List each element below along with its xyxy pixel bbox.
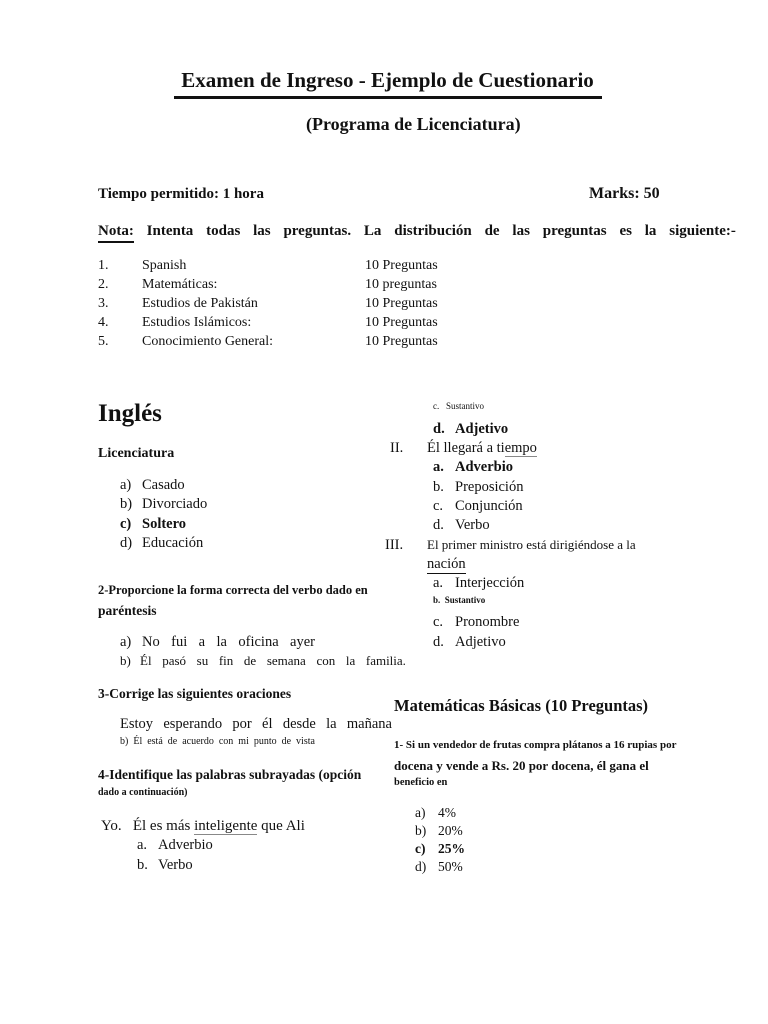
distribution-count: 10 Preguntas <box>365 334 438 349</box>
option-letter: b) <box>415 823 427 838</box>
option-small: b. Sustantivo <box>433 595 486 605</box>
option-letter: a) <box>415 805 426 820</box>
option-letter: c) <box>120 516 132 532</box>
option-text: Adverbio <box>455 459 513 475</box>
q2-option-b <box>140 653 406 669</box>
note-label: Nota: <box>98 223 134 243</box>
word: la <box>345 653 356 668</box>
option-text: Pronombre <box>455 614 520 630</box>
word: semana <box>266 653 306 668</box>
option-letter: a. <box>433 575 444 591</box>
q1-heading: Licenciatura <box>98 446 175 461</box>
roman-numeral: III. <box>385 537 404 553</box>
word: esperando <box>163 716 223 732</box>
option-letter: a. <box>433 459 444 475</box>
option-small: c. Sustantivo <box>433 401 484 411</box>
note-word: Intenta <box>146 223 194 239</box>
note-word: preguntas. <box>283 223 352 239</box>
option-text: Divorciado <box>142 496 208 512</box>
option-letter: d. <box>433 421 445 437</box>
q2-heading-cont: paréntesis <box>98 603 157 618</box>
roman-numeral: II. <box>390 440 404 456</box>
note-word: las <box>253 223 271 239</box>
option-text: Preposición <box>455 479 524 495</box>
note-word: todas <box>206 223 241 239</box>
word: Estoy <box>120 716 154 732</box>
word: la <box>326 716 337 732</box>
option-text: 50% <box>438 859 463 874</box>
distribution-num: 3. <box>98 296 109 311</box>
option-text: 20% <box>438 823 463 838</box>
word: ayer <box>290 634 315 650</box>
distribution-subject: Matemáticas: <box>142 277 218 292</box>
option-text: Adjetivo <box>455 421 509 437</box>
q3-heading: 3-Corrige las siguientes oraciones <box>98 686 292 701</box>
option-text: Conjunción <box>455 498 523 514</box>
note-word: siguiente:- <box>669 223 736 239</box>
note-word: la <box>644 223 657 239</box>
q-ii-sentence <box>427 440 537 457</box>
option-text: Verbo <box>455 517 490 533</box>
option-text: Adjetivo <box>455 634 506 650</box>
distribution-count: 10 Preguntas <box>365 296 438 311</box>
option-text: Adverbio <box>158 837 213 853</box>
distribution-subject: Conocimiento General: <box>142 334 274 349</box>
option-letter: b. <box>433 479 444 495</box>
distribution-count: 10 Preguntas <box>365 258 438 273</box>
option-letter: c) <box>415 841 426 856</box>
word: Él <box>140 653 152 668</box>
q4-sentence <box>101 818 305 835</box>
word: de <box>243 653 257 668</box>
note-line <box>98 223 736 243</box>
q4-heading-cont: dado a continuación) <box>98 787 188 798</box>
sentence-text: que Ali <box>257 818 305 834</box>
option-text: Casado <box>142 477 185 493</box>
distribution-num: 5. <box>98 334 109 349</box>
q2-option-a <box>142 634 315 651</box>
option-text: Educación <box>142 535 204 551</box>
word: fin <box>218 653 234 668</box>
option-letter: b) <box>120 496 133 512</box>
sentence-text: Él llegará a ti <box>427 440 505 456</box>
option-letter: b) <box>120 653 131 668</box>
word: a <box>198 634 206 650</box>
option-letter: b. <box>137 857 148 873</box>
underlined-word: inteligente <box>194 818 258 834</box>
underlined-word: nación <box>427 556 466 572</box>
distribution-count: 10 Preguntas <box>365 315 438 330</box>
note-word: distribución <box>394 223 472 239</box>
option-text: 25% <box>438 841 465 856</box>
option-text: Soltero <box>142 516 187 532</box>
option-letter: d) <box>120 535 133 551</box>
q4-heading: 4-Identifique las palabras subrayadas (opción <box>98 767 362 782</box>
word: por <box>232 716 252 732</box>
distribution-count: 10 preguntas <box>365 277 437 292</box>
word: oficina <box>238 634 279 650</box>
page-title: Examen de Ingreso - Ejemplo de Cuestionario <box>181 68 594 92</box>
option-text: Verbo <box>158 857 193 873</box>
option-letter: a) <box>120 477 132 493</box>
note-word: preguntas <box>542 223 607 239</box>
page-subtitle: (Programa de Licenciatura) <box>306 114 521 134</box>
option-letter: d. <box>433 634 444 650</box>
time-allowed: Tiempo permitido: 1 hora <box>98 186 264 202</box>
word: fui <box>171 634 188 650</box>
distribution-num: 1. <box>98 258 109 273</box>
note-word: las <box>512 223 530 239</box>
option-letter: d) <box>415 859 427 874</box>
word: mañana <box>346 716 392 732</box>
sentence-text: Yo. Él es más <box>101 818 195 834</box>
math-q1-line: beneficio en <box>394 777 448 788</box>
note-word: de <box>484 223 500 239</box>
option-letter: a. <box>137 837 148 853</box>
q-iii-sentence: El primer ministro está dirigiéndose a la <box>427 537 636 552</box>
word: la <box>216 634 227 650</box>
word: su <box>196 653 209 668</box>
q2-heading: 2-Proporcione la forma correcta del verbo dado en <box>98 583 368 597</box>
title-underline <box>174 96 602 99</box>
q3-sentence-b: b) Él está de acuerdo con mi punto de vista <box>120 736 315 747</box>
word: familia. <box>365 653 406 668</box>
word: él <box>262 716 273 732</box>
word: desde <box>282 716 316 732</box>
option-letter: c. <box>433 498 444 514</box>
option-letter: d. <box>433 517 444 533</box>
word: No <box>142 634 160 650</box>
option-letter: c. <box>433 614 444 630</box>
distribution-subject: Estudios de Pakistán <box>142 296 258 311</box>
word: con <box>316 653 336 668</box>
note-word: La <box>363 223 382 239</box>
option-text: Interjección <box>455 575 525 591</box>
section-heading-matematicas: Matemáticas Básicas (10 Preguntas) <box>394 696 649 715</box>
word: pasó <box>162 653 187 668</box>
section-heading-ingles: Inglés <box>98 400 162 427</box>
option-text: 4% <box>438 805 456 820</box>
marks: Marks: 50 <box>589 185 660 202</box>
math-q1-line: docena y vende a Rs. 20 por docena, él gana el <box>394 758 649 773</box>
option-letter: a) <box>120 634 132 650</box>
distribution-num: 4. <box>98 315 109 330</box>
q3-sentence-a <box>120 716 392 733</box>
distribution-subject: Spanish <box>142 258 187 273</box>
note-word: es <box>619 223 632 239</box>
math-q1-line: 1- Si un vendedor de frutas compra plátanos a 16 rupias por <box>394 739 677 751</box>
underlined-word: empo <box>504 440 537 456</box>
distribution-subject: Estudios Islámicos: <box>142 315 252 330</box>
distribution-num: 2. <box>98 277 109 292</box>
